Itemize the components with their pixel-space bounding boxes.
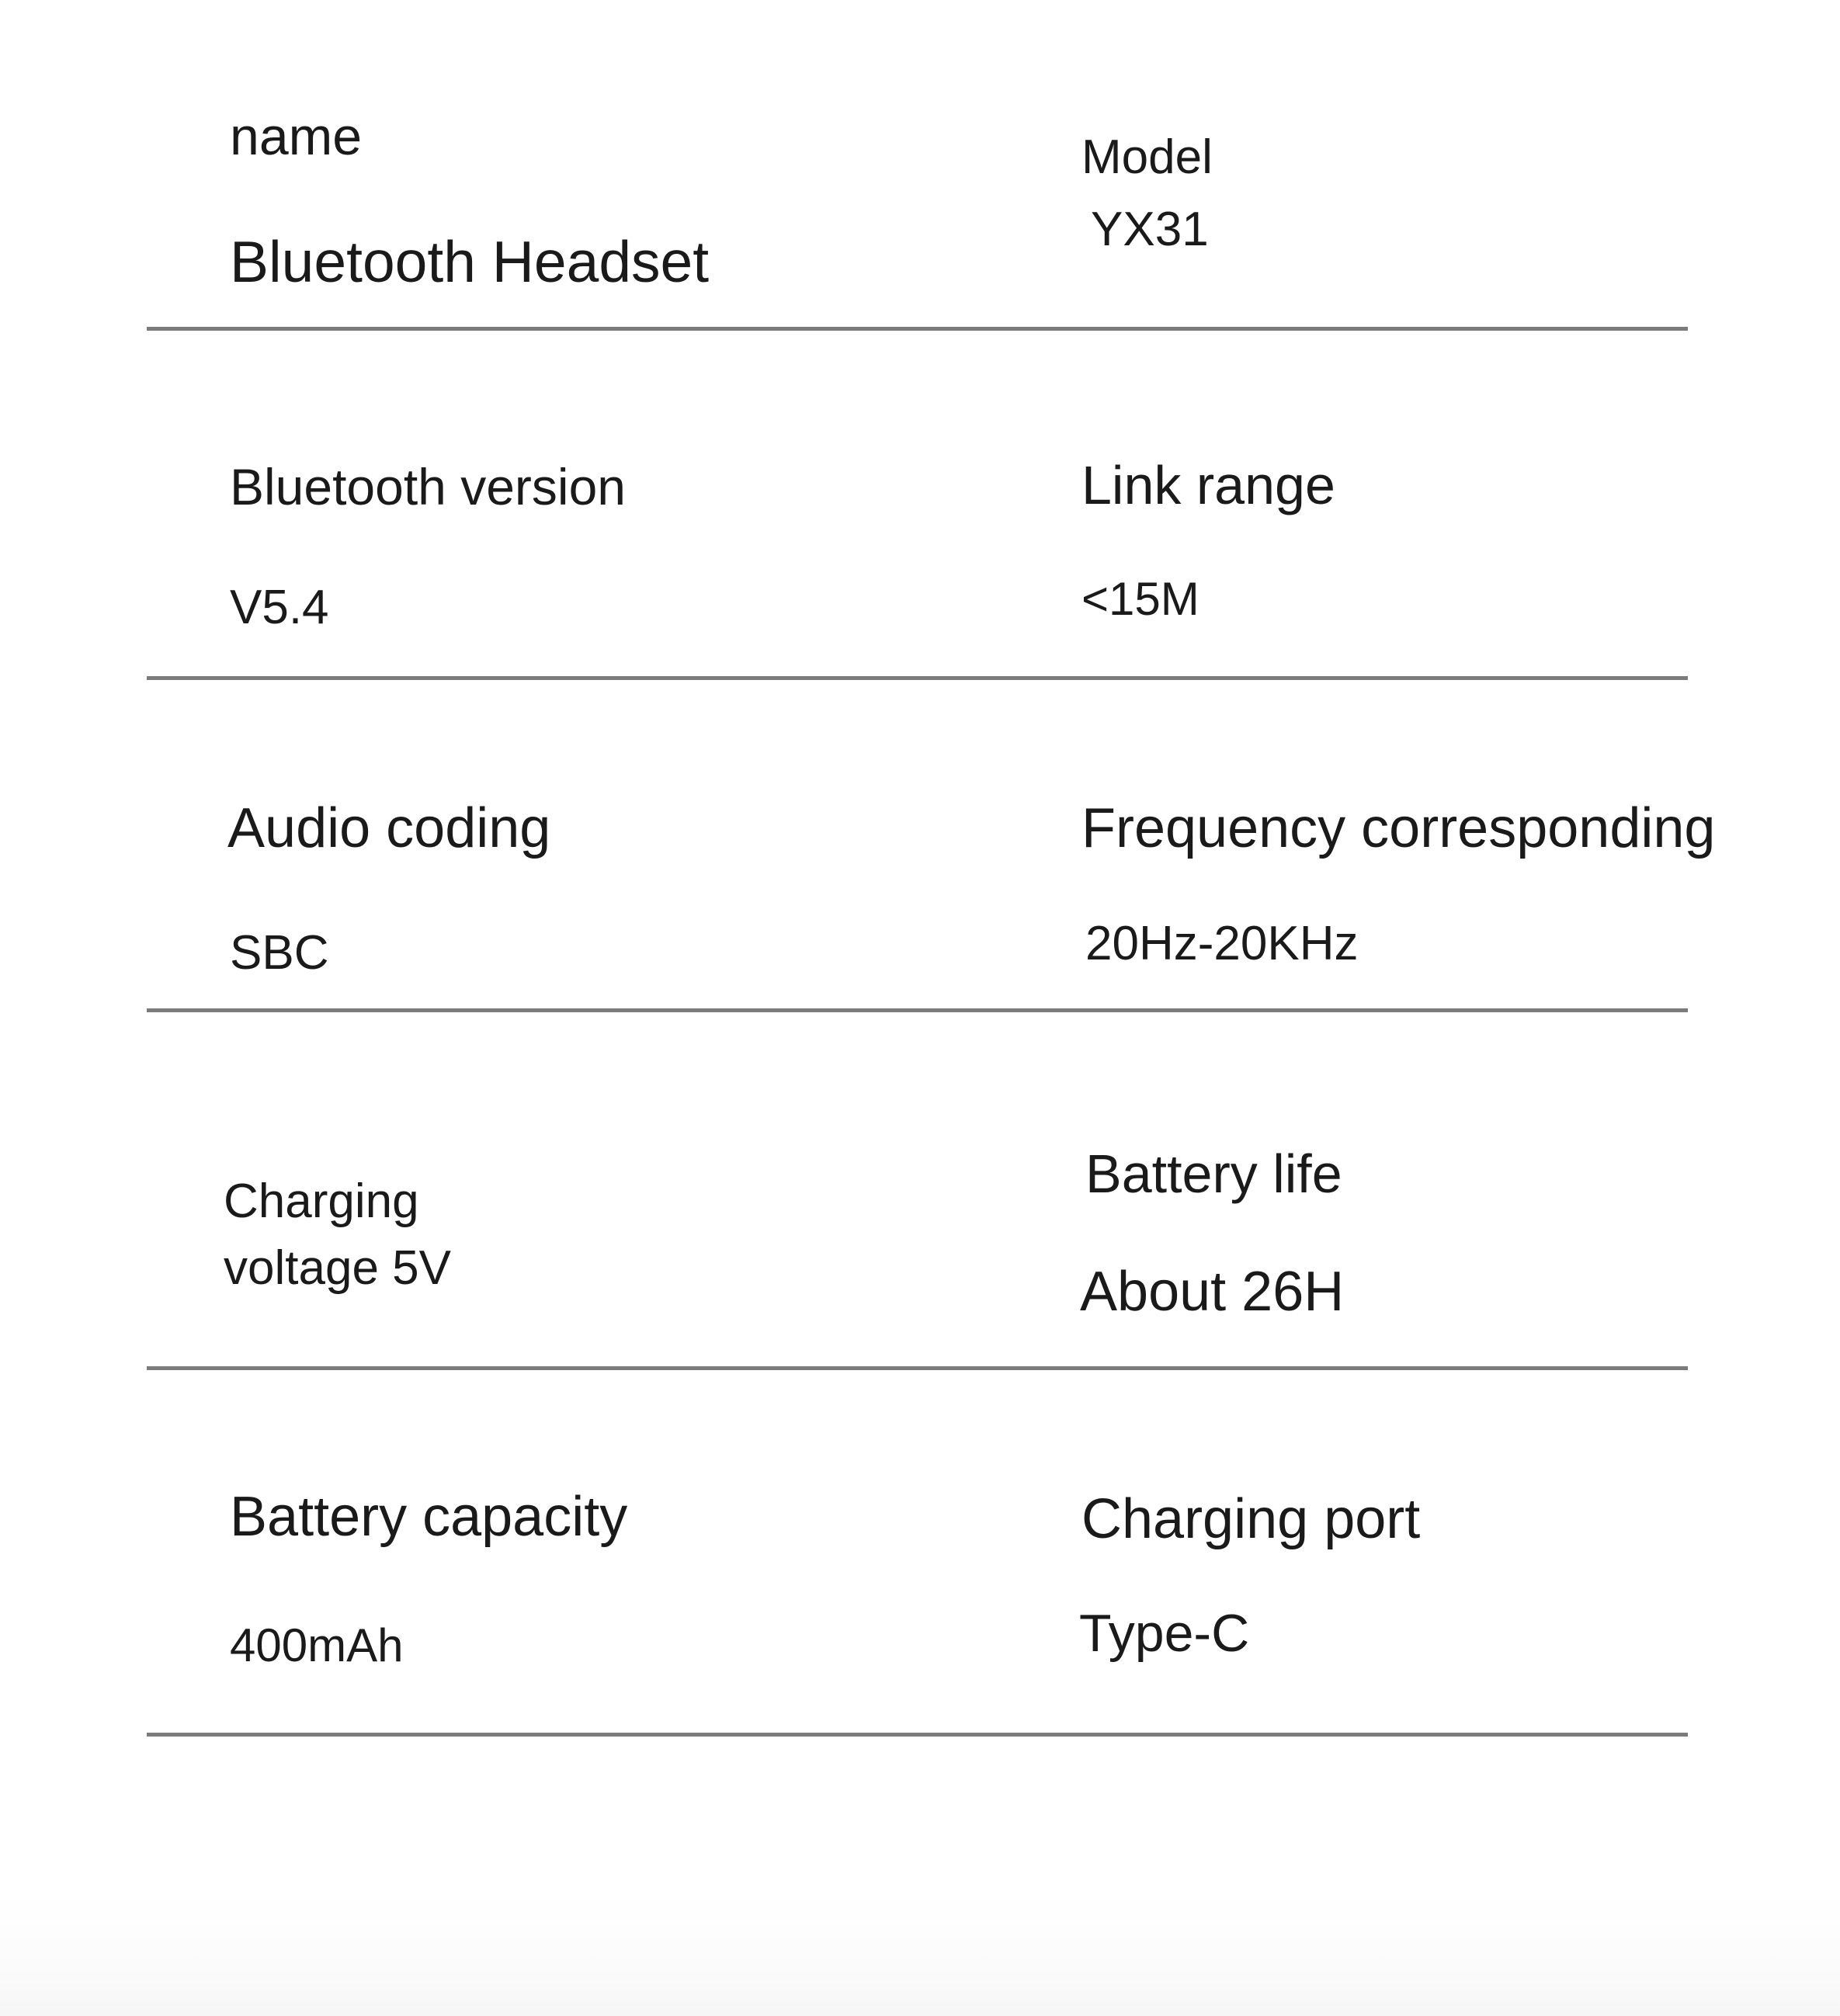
- bluetooth-version-value: V5.4: [230, 581, 329, 634]
- battery-capacity-value: 400mAh: [230, 1619, 404, 1671]
- row-divider: [147, 1008, 1688, 1012]
- charging-voltage-line1: Charging: [224, 1175, 419, 1228]
- frequency-label: Frequency corresponding: [1081, 797, 1716, 859]
- battery-capacity-label: Battery capacity: [230, 1486, 628, 1548]
- battery-life-value: About 26H: [1080, 1261, 1345, 1323]
- frequency-value: 20Hz-20KHz: [1085, 917, 1359, 970]
- bottom-fade: [0, 1894, 1840, 2016]
- audio-coding-label: Audio coding: [227, 797, 551, 859]
- charging-voltage-line2: voltage 5V: [224, 1241, 451, 1295]
- bluetooth-version-label: Bluetooth version: [230, 458, 626, 515]
- row-divider: [147, 1366, 1688, 1370]
- model-label: Model: [1081, 130, 1213, 184]
- audio-coding-value: SBC: [230, 926, 329, 980]
- row-divider: [147, 676, 1688, 680]
- charging-port-label: Charging port: [1081, 1488, 1421, 1550]
- battery-life-label: Battery life: [1085, 1143, 1342, 1204]
- name-label: name: [230, 107, 363, 166]
- row-divider: [147, 327, 1688, 331]
- name-value: Bluetooth Headset: [230, 229, 710, 294]
- charging-port-value: Type-C: [1079, 1604, 1250, 1663]
- model-value: YX31: [1091, 203, 1209, 256]
- link-range-value: <15M: [1081, 573, 1199, 625]
- row-divider: [147, 1733, 1688, 1737]
- link-range-label: Link range: [1081, 455, 1335, 515]
